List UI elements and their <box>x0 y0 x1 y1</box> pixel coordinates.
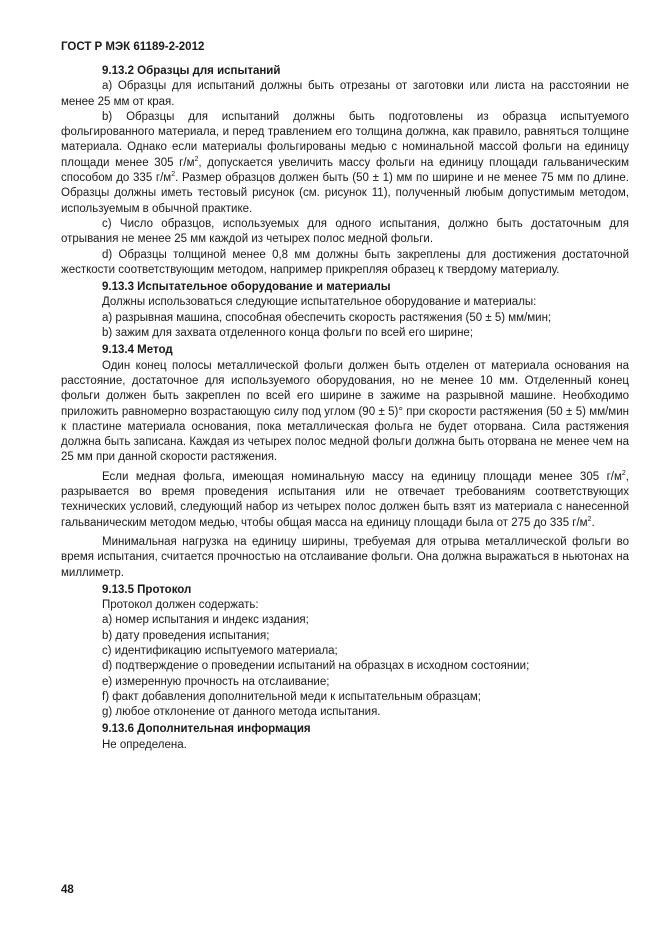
list-item: a) номер испытания и индекс издания; <box>102 614 309 627</box>
paragraph-method-3: Минимальная нагрузка на единицу ширины, требуемая для отрыва металлической фольги во время испытания, считается прочностью на отслаивание фольги. Она должна выражаться в ньютонах на миллиметр. <box>61 535 629 579</box>
section-heading-report: 9.13.5 Протокол <box>102 583 192 596</box>
paragraph-samples-a: a) Образцы для испытаний должны быть отрезаны от заготовки или листа на расстоянии не менее 25 мм от края. <box>61 80 629 108</box>
paragraph-method-1: Один конец полосы металлической фольги должен быть отделен от материала основания на расстояние, достаточное для используемого оборудования, но не менее 10 мм. Отделенный конец фольги должен быть закреплен по всей его ширине в зажиме на разрывной машине. Необходимо приложить равномерно возрастающую силу под углом (90 ± 5)° при скорости растяжения (50 ± 5) мм/мин к пластине материала основания, пока металлическая фольга не будет оторвана. Сила растяжения должна быть записана. Каждая из четырех полос медной фольги должна быть оторвана не менее чем на 25 мм при данной скорости растяжения. <box>61 359 629 464</box>
paragraph-report-intro: Протокол должен содержать: <box>102 599 259 612</box>
paragraph-method-2: Если медная фольга, имеющая номинальную массу на единицу площади менее 305 $г/м^2$, разрывается во время проведения испытания или не отвечает требованиям соответствующих технических условий, следующий набор из четырех полос должен быть взят из материала с нанесенной гальваническим методом медью, чтобы общая масса на единицу площади была от 275 до 335 $г/м^2$. <box>61 469 629 529</box>
list-item: b) дату проведения испытания; <box>102 629 270 642</box>
list-item: f) факт добавления дополнительной меди к испытательным образцам; <box>102 690 481 703</box>
paragraph-samples-c: c) Число образцов, используемых для одного испытания, должно быть достаточным для отрывания не менее 25 мм каждой из четырех полос медной фольги. <box>61 217 629 246</box>
list-item: d) подтверждение о проведении испытаний на образцах в исходном состоянии; <box>102 660 530 673</box>
list-item-equipment-a: a) разрывная машина, способная обеспечить скорость растяжения (50 ± 5) мм/мин; <box>102 311 552 324</box>
section-heading-additional-info: 9.13.6 Дополнительная информация <box>102 723 311 736</box>
page-content <box>61 64 629 753</box>
section-heading-equipment: 9.13.3 Испытательное оборудование и материалы <box>102 281 391 294</box>
paragraph-samples-d: d) Образцы толщиной менее 0,8 мм должны быть закреплены для достижения достаточной жесткости соответствующим методом, например прикрепляя образец к твердому материалу. <box>61 248 629 276</box>
list-item: g) любое отклонение от данного метода испытания. <box>102 706 381 719</box>
paragraph-additional-info: Не определена. <box>102 738 187 751</box>
section-heading-samples: 9.13.2 Образцы для испытаний <box>102 65 281 77</box>
paragraph-equipment-intro: Должны использоваться следующие испытательное оборудование и материалы: <box>102 296 537 309</box>
list-item: e) измеренную прочность на отслаивание; <box>102 675 330 688</box>
paragraph-samples-b: b) Образцы для испытаний должны быть подготовлены из образца испытуемого фольгированного материала, и перед травлением его толщина должна, как правило, равняться толщине материала. Однако если материалы фольгированы медью с номинальной массой фольги на единицу площади менее 305 $г/м^2$, допускается увеличить массу фольги на единицу площади гальваническим способом до 335 $г/м^2$. Размер образцов должен быть (50 ± 1) мм по ширине и не менее 75 мм по длине. Образцы должны иметь тестовый рисунок (см. рисунок 11), полученный любым допустимым методом, используемым в обычной практике. <box>61 110 629 215</box>
page-number: 48 <box>61 884 74 896</box>
document-header: ГОСТ Р МЭК 61189-2-2012 <box>61 41 205 53</box>
list-item-equipment-b: b) зажим для захвата отделенного конца фольги по всей его ширине; <box>102 327 474 340</box>
section-heading-method: 9.13.4 Метод <box>102 344 173 357</box>
list-item: c) идентификацию испытуемого материала; <box>102 644 338 657</box>
